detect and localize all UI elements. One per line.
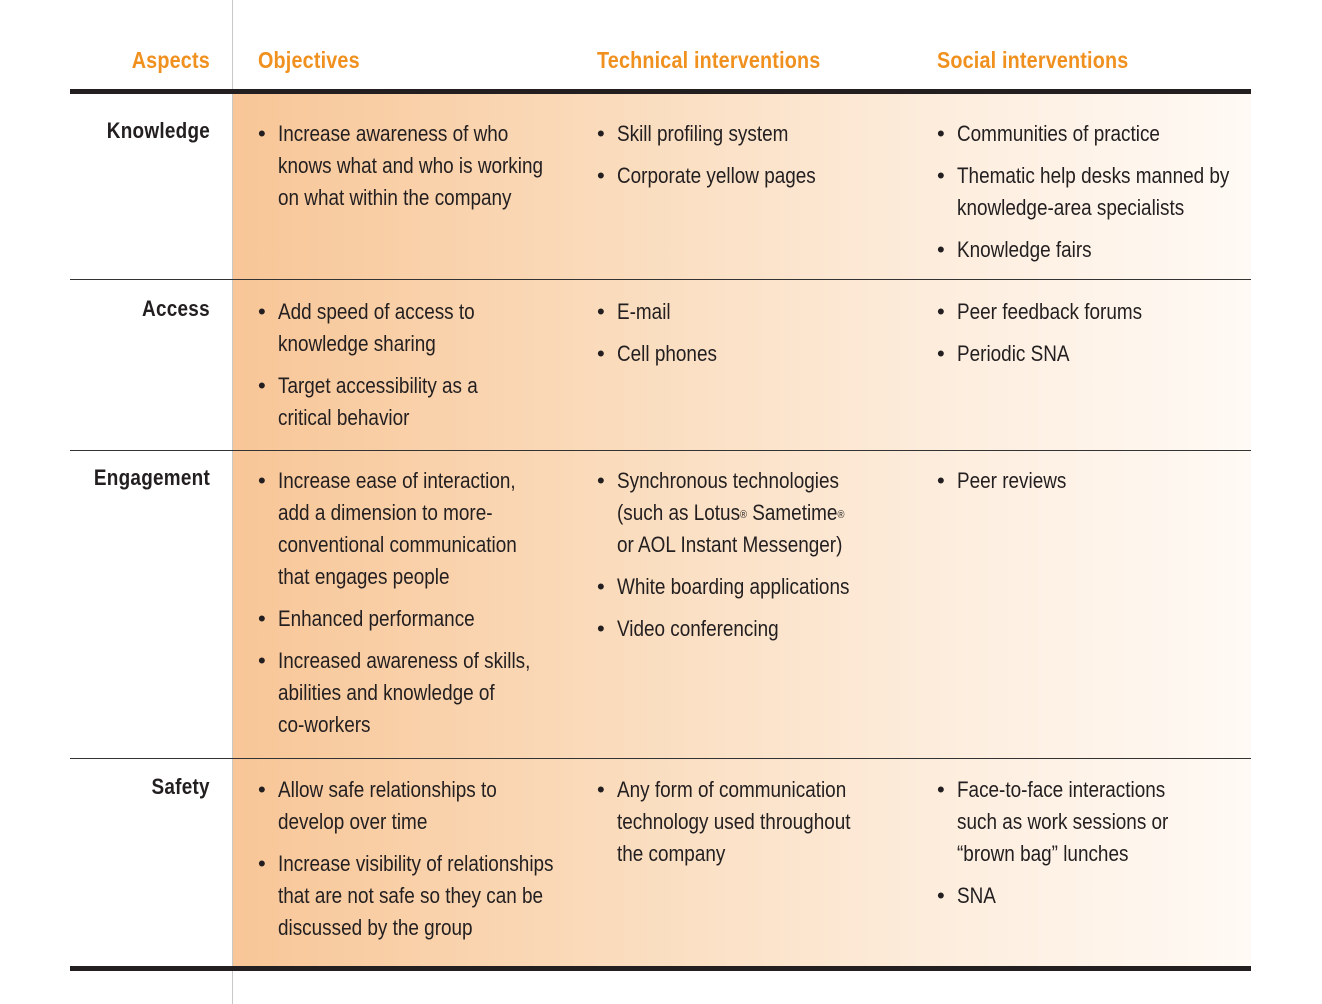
knowledge-objectives — [258, 118, 598, 224]
bullet-line: • Periodic SNA — [957, 341, 1070, 366]
aspects-column-divider — [232, 0, 233, 1004]
bullet-item — [597, 613, 917, 645]
bullet-line: • E-mail — [617, 299, 671, 324]
engagement-objectives — [258, 465, 598, 751]
bullet-item — [597, 296, 917, 328]
bullet-item — [937, 234, 1277, 266]
bullet-line: knowledge sharing — [278, 331, 436, 356]
row-divider — [70, 279, 1251, 280]
bullet-line: knowledge-area specialists — [957, 195, 1185, 220]
bullet-line: that engages people — [278, 564, 450, 589]
bullet-line: • Video conferencing — [617, 616, 779, 641]
header-rule — [70, 89, 1251, 94]
access-technical — [597, 296, 917, 380]
bullet-line: • Increase ease of interaction, — [278, 468, 516, 493]
bullet-item — [258, 603, 598, 635]
bullet-item — [597, 465, 917, 561]
aspect-access: Access — [142, 296, 210, 321]
header-aspects: Aspects — [131, 47, 210, 73]
bullet-line: • Increased awareness of skills, — [278, 648, 531, 673]
bullet-line: • White boarding applications — [617, 574, 850, 599]
bullet-line: • Target accessibility as a — [278, 373, 478, 398]
bullet-line: that are not safe so they can be — [278, 883, 544, 908]
bullet-item — [597, 774, 917, 870]
bullet-line: “brown bag” lunches — [957, 841, 1129, 866]
safety-social — [937, 774, 1277, 922]
bullet-line: • Enhanced performance — [278, 606, 475, 631]
bullet-line: • Peer feedback forums — [957, 299, 1143, 324]
table-bottom-rule — [70, 966, 1251, 971]
bullet-line: • Allow safe relationships to — [278, 777, 497, 802]
bullet-line: • Thematic help desks manned by — [957, 163, 1230, 188]
bullet-line: co-workers — [278, 712, 371, 737]
bullet-line: add a dimension to more- — [278, 500, 493, 525]
bullet-line: technology used throughout — [617, 809, 851, 834]
knowledge-technical — [597, 118, 917, 202]
header-objectives: Objectives — [258, 47, 360, 73]
access-objectives — [258, 296, 598, 444]
bullet-line: develop over time — [278, 809, 428, 834]
bullet-line: discussed by the group — [278, 915, 473, 940]
bullet-line: • Add speed of access to — [278, 299, 475, 324]
bullet-line: or AOL Instant Messenger) — [617, 532, 843, 557]
bullet-line: • Communities of practice — [957, 121, 1160, 146]
bullet-line: abilities and knowledge of — [278, 680, 495, 705]
header-technical-interventions: Technical interventions — [597, 47, 821, 73]
safety-objectives — [258, 774, 598, 954]
bullet-line: • SNA — [957, 883, 996, 908]
aspect-safety: Safety — [151, 774, 210, 799]
bullet-item — [258, 645, 598, 741]
bullet-line: (such as Lotus® Sametime® — [617, 500, 845, 525]
safety-technical — [597, 774, 917, 880]
bullet-item — [937, 118, 1277, 150]
engagement-technical — [597, 465, 917, 655]
bullet-item — [937, 338, 1277, 370]
bullet-line: • Face-to-face interactions — [957, 777, 1166, 802]
row-divider — [70, 450, 1251, 451]
access-social — [937, 296, 1277, 380]
bullet-item — [937, 160, 1277, 224]
bullet-item — [258, 370, 598, 434]
bullet-item — [937, 296, 1277, 328]
bullet-line: • Peer reviews — [957, 468, 1067, 493]
bullet-line: • Cell phones — [617, 341, 717, 366]
bullet-item — [937, 465, 1277, 497]
bullet-item — [258, 118, 598, 214]
bullet-line: • Increase awareness of who — [278, 121, 509, 146]
row-divider — [70, 758, 1251, 759]
bullet-line: • Corporate yellow pages — [617, 163, 816, 188]
bullet-line: • Any form of communication — [617, 777, 847, 802]
bullet-item — [258, 774, 598, 838]
header-social-interventions: Social interventions — [937, 47, 1129, 73]
bullet-item — [937, 880, 1277, 912]
bullet-line: the company — [617, 841, 726, 866]
bullet-item — [597, 118, 917, 150]
bullet-line: on what within the company — [278, 185, 512, 210]
bullet-line: • Increase visibility of relationships — [278, 851, 554, 876]
bullet-line: knows what and who is working — [278, 153, 544, 178]
bullet-line: • Skill profiling system — [617, 121, 789, 146]
engagement-social — [937, 465, 1277, 507]
bullet-line: critical behavior — [278, 405, 410, 430]
bullet-item — [258, 848, 598, 944]
bullet-line: conventional communication — [278, 532, 517, 557]
bullet-item — [597, 338, 917, 370]
bullet-item — [597, 160, 917, 192]
aspect-engagement: Engagement — [93, 465, 210, 490]
bullet-item — [937, 774, 1277, 870]
bullet-item — [258, 465, 598, 593]
bullet-line: such as work sessions or — [957, 809, 1169, 834]
knowledge-social — [937, 118, 1277, 276]
aspect-knowledge: Knowledge — [106, 118, 210, 143]
bullet-item — [258, 296, 598, 360]
bullet-line: • Knowledge fairs — [957, 237, 1092, 262]
bullet-item — [597, 571, 917, 603]
bullet-line: • Synchronous technologies — [617, 468, 839, 493]
